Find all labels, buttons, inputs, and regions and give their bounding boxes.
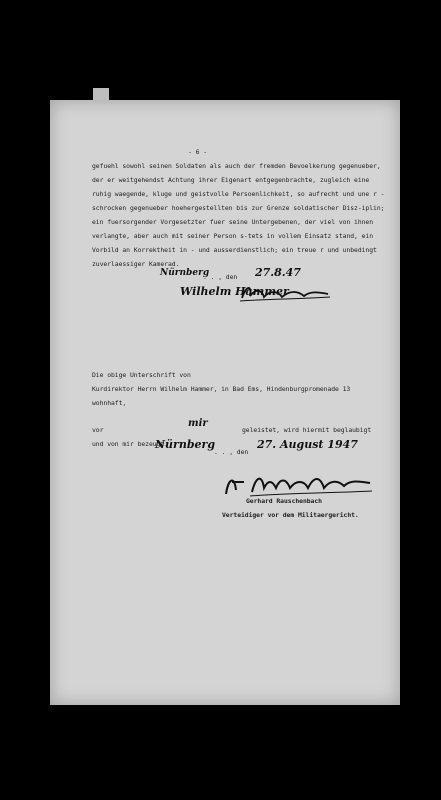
rauschenbach-signature bbox=[222, 470, 374, 500]
body-line-6: verlangte, aber auch mit seiner Person s-tets in vollem Einsatz stand, ein bbox=[92, 232, 374, 240]
second-date-dots: . . , den bbox=[214, 448, 249, 456]
page-number: - 6 - bbox=[188, 148, 207, 156]
cert-line-2: Kurdirektor Herrn Wilhelm Hammer, in Bad Ems, Hindenburgpromenade 13 bbox=[92, 385, 351, 393]
signer-name: Gerhard Rauschenbach bbox=[246, 497, 322, 505]
hammer-signature-flourish bbox=[238, 282, 333, 304]
hammer-signature-text: Wilhelm Hammer bbox=[180, 285, 289, 298]
body-line-4: schrocken gegenueber hoehergestellten bis zur Grenze soldatischer Disz-iplin; bbox=[92, 204, 385, 212]
body-line-2: der er weitgehendst Achtung ihrer Eigenart entgegenbrachte, zugleich eine bbox=[92, 176, 370, 184]
body-line-7: Vorbild an Korrektheit in - und ausserdienstlich; ein treue r und unbedingt bbox=[92, 246, 377, 254]
body-line-5: ein fuersorgender Vorgesetzter fuer seine Untergebenen, der viel von ihnen bbox=[92, 218, 374, 226]
first-date-handwritten: 27.8.47 bbox=[255, 266, 301, 279]
cert-line-1: Die obige Unterschrift von bbox=[92, 371, 191, 379]
cert-last: und von mir bezeugt. bbox=[92, 440, 168, 448]
cert-vor: vor bbox=[92, 426, 104, 434]
body-line-3: ruhig waegende, kluge und geistvolle Persoenlichkeit, so aufrecht und une r - bbox=[92, 190, 385, 198]
second-date-handwritten: 27. August 1947 bbox=[257, 438, 358, 451]
first-place-handwritten: Nürnberg bbox=[160, 268, 210, 278]
signer-title: Verteidiger vor dem Militaergericht. bbox=[222, 511, 359, 519]
cert-mir-handwritten: mir bbox=[188, 418, 208, 429]
page-tab bbox=[93, 88, 109, 100]
second-place-handwritten: Nürnberg bbox=[155, 438, 216, 451]
body-line-1: gefuehl sowohl seinen Soldaten als auch der fremden Bevoelkerung gegenueber, bbox=[92, 162, 381, 170]
body-line-8: zuverlaessiger Kamerad. bbox=[92, 260, 180, 268]
cert-geleistet: geleistet, wird hiermit beglaubigt bbox=[242, 426, 372, 434]
cert-line-3: wohnhaft, bbox=[92, 399, 127, 407]
first-date-dots: . . , den bbox=[203, 273, 238, 281]
